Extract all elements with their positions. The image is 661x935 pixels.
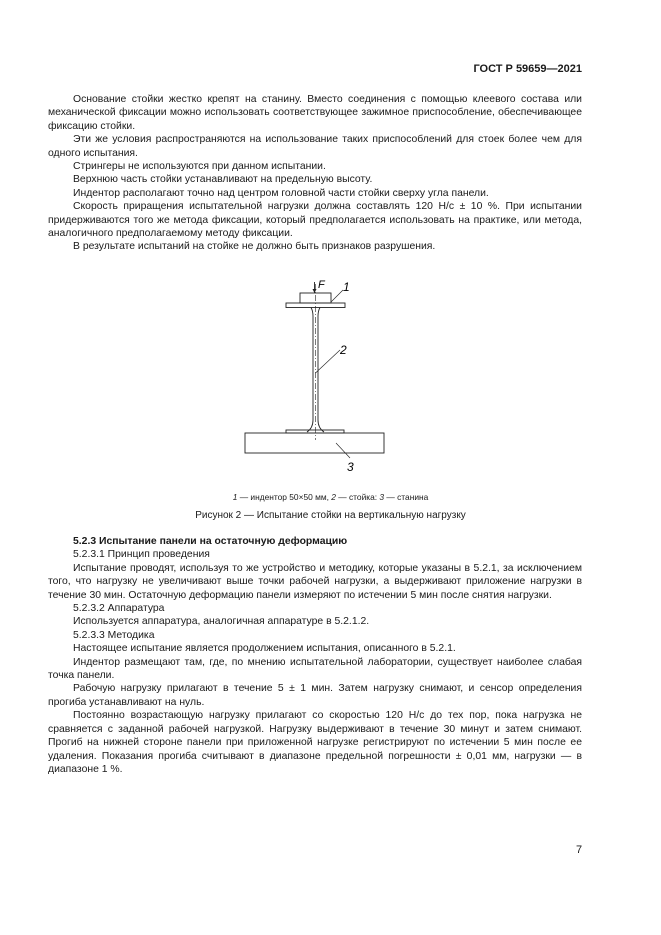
paragraph: Используется аппаратура, аналогичная аппаратуре в 5.2.1.2. [73, 616, 370, 628]
paragraph: 5.2.3.2 Аппаратура [73, 603, 165, 615]
paragraph: 5.2.3.3 Методика [73, 629, 155, 641]
paragraph: Основание стойки жестко крепят на станину. Вместо соединения с помощью клеевого состава или механической фиксации можно использовать соответствующее зажимное приспособление, обеспечивающее фиксацию стойки. [48, 94, 582, 132]
paragraph: Эти же условия распространяются на использование таких приспособлений для стоек более чем для одного испытания. [48, 134, 582, 159]
paragraph: Индентор размещают там, где, по мнению испытательной лаборатории, существует наиболее слабая точка панели. [48, 656, 582, 682]
paragraph: В результате испытаний на стойке не должно быть признаков разрушения. [73, 241, 436, 253]
arrow-icon [313, 289, 317, 293]
bottom-plate [286, 430, 344, 433]
paragraph: Рабочую нагрузку прилагают в течение 5 ± 1 мин. Затем нагрузку снимают, и сенсор определения прогиба устанавливают на нуль. [48, 683, 582, 708]
document-code: ГОСТ Р 59659—2021 [473, 63, 582, 75]
legend-text: — станина [384, 492, 429, 502]
paragraph: Настоящее испытание является продолжением испытания, описанного в 5.2.1. [73, 643, 456, 655]
label-2: 2 [340, 343, 347, 357]
figure-caption: Рисунок 2 — Испытание стойки на вертикальную нагрузку [195, 510, 466, 521]
section-heading: 5.2.3 Испытание панели на остаточную деформацию [73, 536, 348, 547]
base-frame [245, 433, 384, 453]
paragraph: Постоянно возрастающую нагрузку прилагают со скоростью 120 Н/с до тех пор, пока нагрузка не сравняется с заданной рабочей нагрузкой. Нагрузку выдерживают в течение 30 минут и затем снимают. Прогиб на нижней стороне панели при приложенной нагрузке регистрируют по истечении 5 мин после ее удаления. Показания прогиба считывают в диапазоне предельной погрешности ± 0,01 мм, нагрузки — в диапазоне 1 %. [48, 710, 582, 775]
figure-legend [0, 492, 661, 502]
paragraph: 5.2.3.1 Принцип проведения [73, 549, 210, 561]
intro-text [48, 93, 582, 254]
legend-num: 3 [379, 492, 385, 502]
label-force: F [318, 279, 325, 291]
legend-num: 2 [331, 492, 336, 502]
paragraph: Стрингеры не используются при данном испытании. [73, 161, 326, 173]
label-1: 1 [343, 280, 350, 294]
page-number: 7 [576, 844, 583, 856]
figure-column-test [200, 270, 460, 480]
section-text [48, 535, 582, 776]
paragraph: Индентор располагают точно над центром головной части стойки сверху угла панели. [73, 187, 489, 199]
legend-text: — индентор 50×50 мм, [237, 492, 332, 502]
legend-num: 1 [232, 492, 238, 502]
label-3: 3 [347, 460, 354, 474]
paragraph: Испытание проводят, используя то же устройство и методику, которые указаны в 5.2.1, за исключением того, что нагрузку не увеличивают выше точки рабочей нагрузки, а выдерживают приложение нагрузки в течение 30 мин. Остаточную деформацию панели измеряют по истечении 5 мин после снятия нагрузки. [48, 562, 582, 601]
paragraph: Скорость приращения испытательной нагрузки должна составлять 120 Н/с ± 10 %. При испытании придерживаются того же метода фиксации, который предполагается использовать на практике, или метода, аналогичного предполагаемому методу фиксации. [48, 201, 582, 240]
paragraph: Верхнюю часть стойки устанавливают на предельную высоту. [73, 174, 373, 186]
legend-text: — стойка: [335, 492, 380, 502]
